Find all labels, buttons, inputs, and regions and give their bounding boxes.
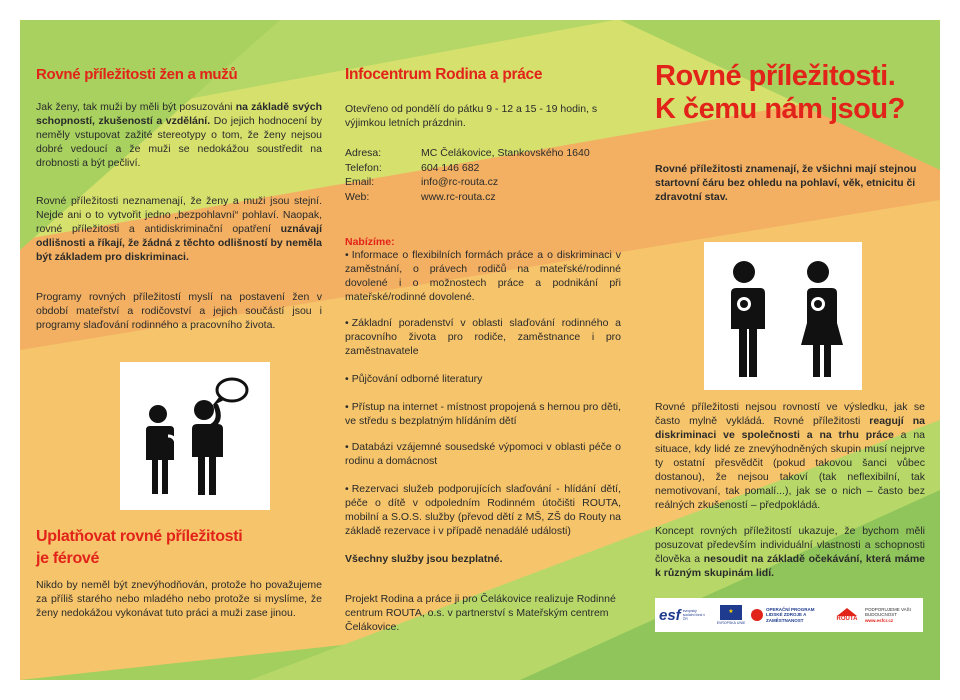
paragraph-concept	[655, 524, 925, 580]
list-item: • Půjčování odborné literatury	[345, 373, 483, 385]
contact-row-web	[345, 190, 590, 205]
paragraph-not-same	[36, 194, 322, 264]
list-item: • Základní poradenství v oblasti slaďování rodinného a pracovního života pro rodiče, zaměstnance i pro zaměstnavatele	[345, 317, 621, 357]
contact-label: Email:	[345, 176, 375, 188]
contact-row-email	[345, 175, 590, 190]
man-and-woman-with-babies-icon	[704, 242, 862, 390]
panel-right	[635, 20, 940, 680]
support-logo-url: www.esfcr.cz	[865, 617, 894, 623]
panel-middle	[325, 20, 635, 680]
eu-flag-icon: ★	[720, 605, 742, 620]
text-run-bold: na základě svých schopností, zkušeností a vzdělání.	[36, 101, 322, 127]
esf-logo-caption: evropský sociální fond v ČR	[682, 609, 706, 621]
text-run-bold: uznávají odlišnosti a říkají, že žádná z těchto odlišností by neměla být základem pro diskriminaci.	[36, 223, 322, 263]
main-title-line: Rovné příležitosti.	[655, 60, 896, 92]
panel-left	[20, 20, 325, 680]
text-run: Rovné příležitosti neznamenají, že ženy a muži jsou stejní. Nejde ani o to vytvořit jedno „bezpohlavní“ pohlaví. Naopak, rovné příležitosti a antidiskriminační opatření	[36, 195, 322, 235]
contact-label: Telefon:	[345, 161, 382, 174]
routa-logo-text: ROUTA	[836, 616, 858, 622]
free-services-note: Všechny služby jsou bezplatné.	[345, 553, 503, 565]
contact-label: Web:	[345, 190, 370, 203]
list-item: • Informace o flexibilních formách práce a o diskriminaci v zaměstnání, o právech rodičů na mateřské/rodinné dovolené i o možnostech práce a podnikání při mateřské/rodinné dovolené.	[345, 249, 621, 303]
email-link[interactable]: info@rc-routa.cz	[421, 176, 499, 188]
paragraph-programs: Programy rovných příležitostí myslí na postavení žen v období mateřství a rodičovství a jejich součástí jsou i programy slaďování rodinného a pracovního života.	[36, 291, 322, 331]
esf-logo-text: esf	[659, 606, 681, 624]
section-title-infocentrum: Infocentrum Rodina a práce	[345, 66, 543, 83]
opening-hours: Otevřeno od pondělí do pátku 9 - 12 a 15 - 19 hodin, s výjimkou letních prázdnin.	[345, 103, 598, 129]
text-run: Koncept rovných příležitostí ukazuje, že bychom měli posuzovat především individuální vlastnosti a schopnosti člověka a	[655, 525, 925, 565]
text-run: Jak ženy, tak muži by měli být posuzováni	[36, 101, 236, 113]
esf-logo	[655, 607, 711, 624]
paragraph-not-equality-of-result	[655, 400, 925, 512]
text-run: Do jejich hodnocení by neměly vstupovat zažité stereotypy o tom, že ženy nejsou dobré vedoucí a že muži se nedokážou soustředit na drobnosti a být pečliví.	[36, 115, 323, 169]
main-title	[655, 60, 905, 126]
section-title-equal-opportunities: Rovné příležitosti žen a mužů	[36, 66, 238, 83]
sponsor-logos	[655, 598, 923, 632]
main-title-line: K čemu nám jsou?	[655, 93, 905, 125]
illustration-box	[704, 242, 862, 390]
bullet-text: Rezervaci služeb podporujících slaďování - hlídání dětí, péče o dítě v odpoledním Rodinném útočišti ROUTA, mobilní a S.O.S. služby (převod dětí z MŠ, ZŠ do Routy na základě rezervace i v případě nenadálé události)	[345, 483, 621, 537]
text-run-bold: reagují na diskriminaci ve společnosti a na trhu práce	[655, 415, 925, 441]
list-item: • Databázi vzájemné sousedské výpomoci v oblasti péče o rodinu a domácnost	[345, 441, 621, 467]
eu-flag-caption: EVROPSKÁ UNIE	[716, 620, 746, 625]
brochure-sheet	[20, 20, 940, 680]
text-run: Rovné příležitosti nejsou rovností ve výsledku, jak se často mylně vykládá. Rovné příležitosti	[655, 401, 925, 427]
op-logo	[751, 607, 831, 624]
paragraph-nobody-disadvantaged: Nikdo by neměl být znevýhodňován, protože ho považujeme za příliš starého nebo mladého nebo protože si myslíme, že ženy nedokážou vykonávat tuto práci a muži zase jinou.	[36, 579, 322, 619]
contact-row-phone	[345, 161, 590, 176]
contact-label: Adresa:	[345, 147, 382, 159]
eu-flag	[711, 605, 751, 626]
project-note: Projekt Rodina a práce ji pro Čelákovice realizuje Rodinné centrum ROUTA, o.s. v partnerství s Mateřským centrem Čelákovice.	[345, 593, 616, 633]
offer-heading: Nabízíme:	[345, 236, 395, 248]
subtitle: Rovné příležitosti znamenají, že všichni mají stejnou startovní čáru bez ohledu na pohlaví, věk, etnicitu či zdravotní stav.	[655, 163, 917, 203]
op-logo-text: OPERAČNÍ PROGRAM LIDSKÉ ZDROJE A ZAMĚSTNANOST	[766, 606, 815, 623]
paragraph-assessment	[36, 100, 322, 170]
bullet-text: Databázi vzájemné sousedské výpomoci v oblasti péče o rodinu a domácnost	[345, 441, 621, 467]
web-link[interactable]: www.rc-routa.cz	[421, 190, 496, 203]
support-logo-text: PODPORUJEME VAŠI BUDOUCNOST	[865, 606, 911, 617]
contact-value[interactable]: 604 146 682	[421, 161, 480, 174]
routa-house-icon	[837, 608, 857, 616]
support-logo	[863, 607, 923, 624]
routa-logo	[831, 608, 863, 622]
section-title-fair: Uplatňovat rovné příležitosti je férové	[36, 528, 243, 567]
bullet-text: Přístup na internet - místnost propojená s hernou pro děti, ve středu s bezplatným hlídáním dětí	[345, 401, 621, 427]
contact-list	[345, 146, 590, 204]
contact-row-address	[345, 146, 590, 161]
text-run-bold: nesoudit na základě očekávání, která máme k různým skupinám lidí.	[655, 553, 925, 579]
contact-value: MC Čelákovice, Stankovského 1640	[421, 147, 590, 159]
list-item: • Přístup na internet - místnost propojená s hernou pro děti, ve středu s bezplatným hlídáním dětí	[345, 401, 621, 427]
illustration-box	[120, 362, 270, 510]
text-run: a na situace, kdy lidé ze znevýhodněných skupin musí nejprve ty ostatní přesvědčit (pokud takovou šanci vůbec dostanou), že nejsou takoví (tak neflexibilní, tak nemotivovaní, tak pomalí...), jak se o nich – často bez reálných zkušeností – předpokládá.	[655, 429, 925, 511]
op-logo-icon	[751, 609, 763, 621]
bullet-text: Půjčování odborné literatury	[351, 373, 483, 385]
person-with-speech-bubble-icon	[120, 362, 270, 510]
bullet-text: Informace o flexibilních formách práce a o diskriminaci v zaměstnání, o právech rodičů na mateřské/rodinné dovolené i o možnostech práce a podnikání při mateřské/rodinné dovolené.	[345, 249, 621, 303]
bullet-text: Základní poradenství v oblasti slaďování rodinného a pracovního života pro rodiče, zaměstnance i pro zaměstnavatele	[345, 317, 621, 357]
list-item: • Rezervaci služeb podporujících slaďování - hlídání dětí, péče o dítě v odpoledním Rodinném útočišti ROUTA, mobilní a S.O.S. služby (převod dětí z MŠ, ZŠ do Routy na základě rezervace i v případě nenadálé události)	[345, 483, 621, 537]
